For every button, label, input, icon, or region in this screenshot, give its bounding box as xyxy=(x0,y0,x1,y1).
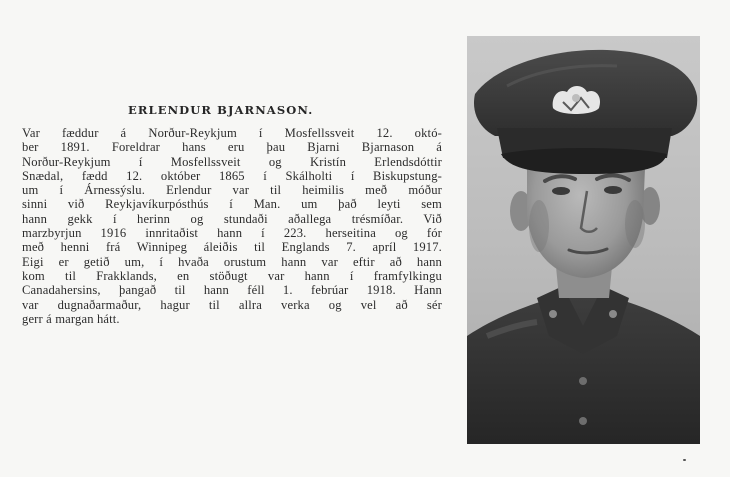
cheek-shadow xyxy=(625,200,645,248)
tunic-button xyxy=(579,417,587,425)
eye xyxy=(604,186,622,194)
article-body xyxy=(22,126,442,326)
body-line: kom til Frakklands, en stöðugt var hann í framfylkingu xyxy=(22,268,442,283)
tunic-button xyxy=(579,377,587,385)
article-heading: ERLENDUR BJARNASON. xyxy=(128,103,314,117)
collar-badge xyxy=(609,310,617,318)
body-line: Canadahersins, þangað til hann féll 1. febrúar 1918. Hann xyxy=(22,283,442,298)
body-line: marzbyrjun 1916 innritaðist hann í 223. herseitina og fór xyxy=(22,226,442,241)
body-line: hann gekk í herinn og stundaði aðallega trésmíðar. Við xyxy=(22,211,442,226)
body-line: Eigi er getið um, í hvaða orustum hann var eftir að hann xyxy=(22,254,442,269)
body-line: var dugnaðarmaður, hagur til allra verka og vel að sér xyxy=(22,297,442,312)
body-line: Var fæddur á Norður-Reykjum í Mosfellssveit 12. októ- xyxy=(22,126,442,140)
body-line: Norður-Reykjum í Mosfellssveit og Kristín Erlendsdóttir xyxy=(22,154,442,169)
cheek-shadow xyxy=(529,200,549,252)
body-line: með henni frá Winnipeg áleiðis til Englands 7. apríl 1917. xyxy=(22,240,442,255)
body-line: gerr á margan hátt. xyxy=(22,311,120,326)
portrait-photo xyxy=(467,36,700,444)
body-line: sinni við Reykjavíkurpósthús í Man. um það leyti sem xyxy=(22,197,442,212)
body-line: um í Árnessýslu. Erlendur var til heimilis með móður xyxy=(22,183,442,198)
collar-badge xyxy=(549,310,557,318)
portrait-illustration xyxy=(467,36,700,444)
body-line: Snædal, fædd 12. október 1865 í Skálholti í Biskupstung- xyxy=(22,168,442,183)
eye xyxy=(552,187,570,195)
body-line: ber 1891. Foreldrar hans eru þau Bjarni Bjarnason á xyxy=(22,140,442,155)
print-speck xyxy=(683,459,686,461)
